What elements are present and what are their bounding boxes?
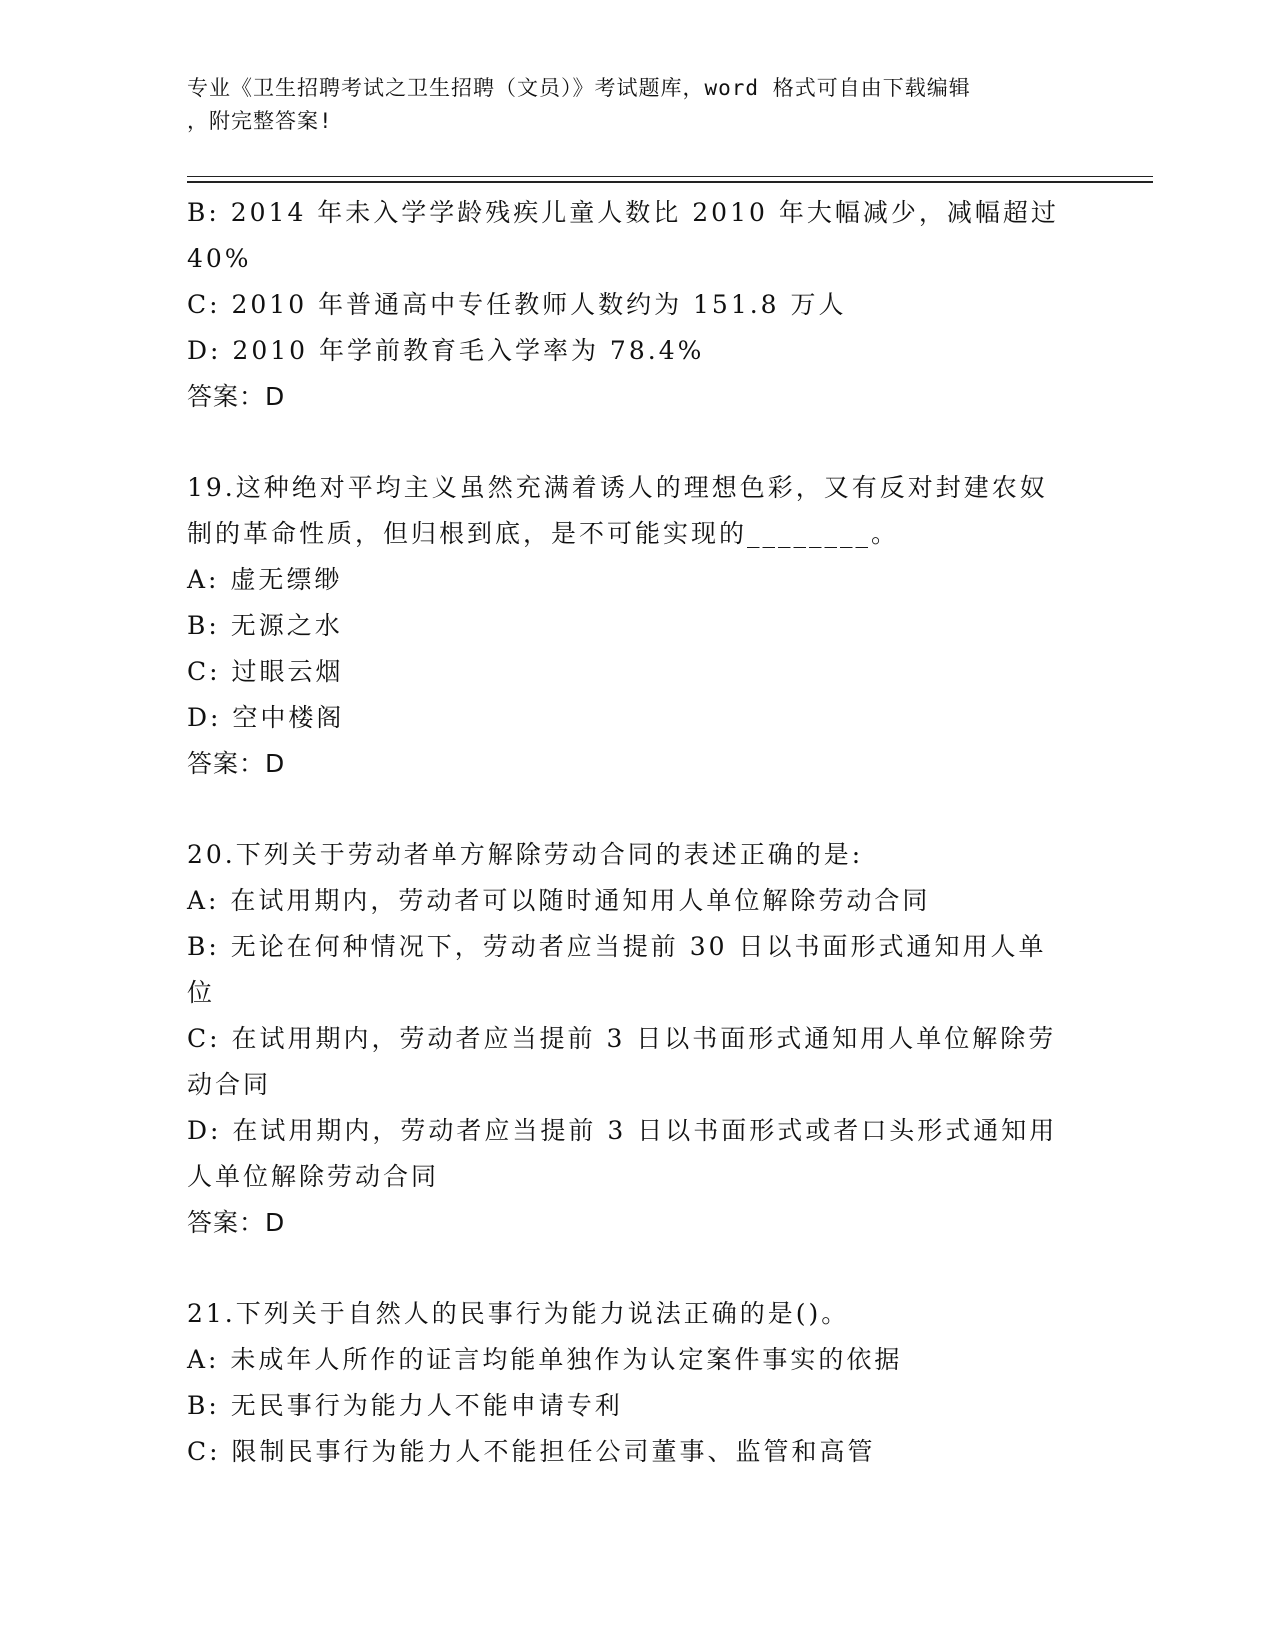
header-line-2: ，附完整答案! [187,109,333,133]
option-b: B: 无源之水 [187,611,343,640]
document-header [187,72,1067,138]
header-line-1: 专业《卫生招聘考试之卫生招聘（文员）》考试题库，word 格式可自由下载编辑 [187,76,971,100]
option-a: A: 未成年人所作的证言均能单独作为认定案件事实的依据 [187,1345,903,1374]
question-stem: 20.下列关于劳动者单方解除劳动合同的表述正确的是: [187,840,864,869]
question-19 [187,465,1077,787]
answer-label: 答案：D [187,382,286,411]
option-c: C: 2010 年普通高中专任教师人数约为 151.8 万人 [187,290,847,319]
option-c: C: 在试用期内，劳动者应当提前 3 日以书面形式通知用人单位解除劳 [187,1024,1057,1053]
option-c: C: 过眼云烟 [187,657,344,686]
answer-label: 答案：D [187,749,286,778]
option-a: A: 虚无缥缈 [187,565,343,594]
option-b: B: 2014 年未入学学龄残疾儿童人数比 2010 年大幅减少，减幅超过 [187,198,1059,227]
question-list [187,190,1077,1475]
question-18-tail [187,190,1077,420]
option-c: C: 限制民事行为能力人不能担任公司董事、监管和高管 [187,1437,876,1466]
question-stem: 19.这种绝对平均主义虽然充满着诱人的理想色彩，又有反对封建农奴 [187,473,1048,502]
question-stem: 21.下列关于自然人的民事行为能力说法正确的是()。 [187,1299,850,1328]
option-d: D: 空中楼阁 [187,703,345,732]
question-20 [187,832,1077,1246]
option-d: D: 在试用期内，劳动者应当提前 3 日以书面形式或者口头形式通知用 [187,1116,1058,1145]
option-b: B: 无民事行为能力人不能申请专利 [187,1391,623,1420]
option-c-continued: 动合同 [187,1070,272,1099]
option-b-continued: 40% [187,244,252,273]
option-b-continued: 位 [187,978,216,1007]
option-d-continued: 人单位解除劳动合同 [187,1162,440,1191]
option-b: B: 无论在何种情况下，劳动者应当提前 30 日以书面形式通知用人单 [187,932,1047,961]
question-21 [187,1291,1077,1475]
option-a: A: 在试用期内，劳动者可以随时通知用人单位解除劳动合同 [187,886,931,915]
question-stem-continued: 制的革命性质，但归根到底，是不可能实现的________。 [187,519,900,548]
option-d: D: 2010 年学前教育毛入学率为 78.4% [187,336,705,365]
header-divider-thin [187,176,1153,177]
answer-label: 答案：D [187,1208,286,1237]
header-divider-thick [187,181,1153,183]
